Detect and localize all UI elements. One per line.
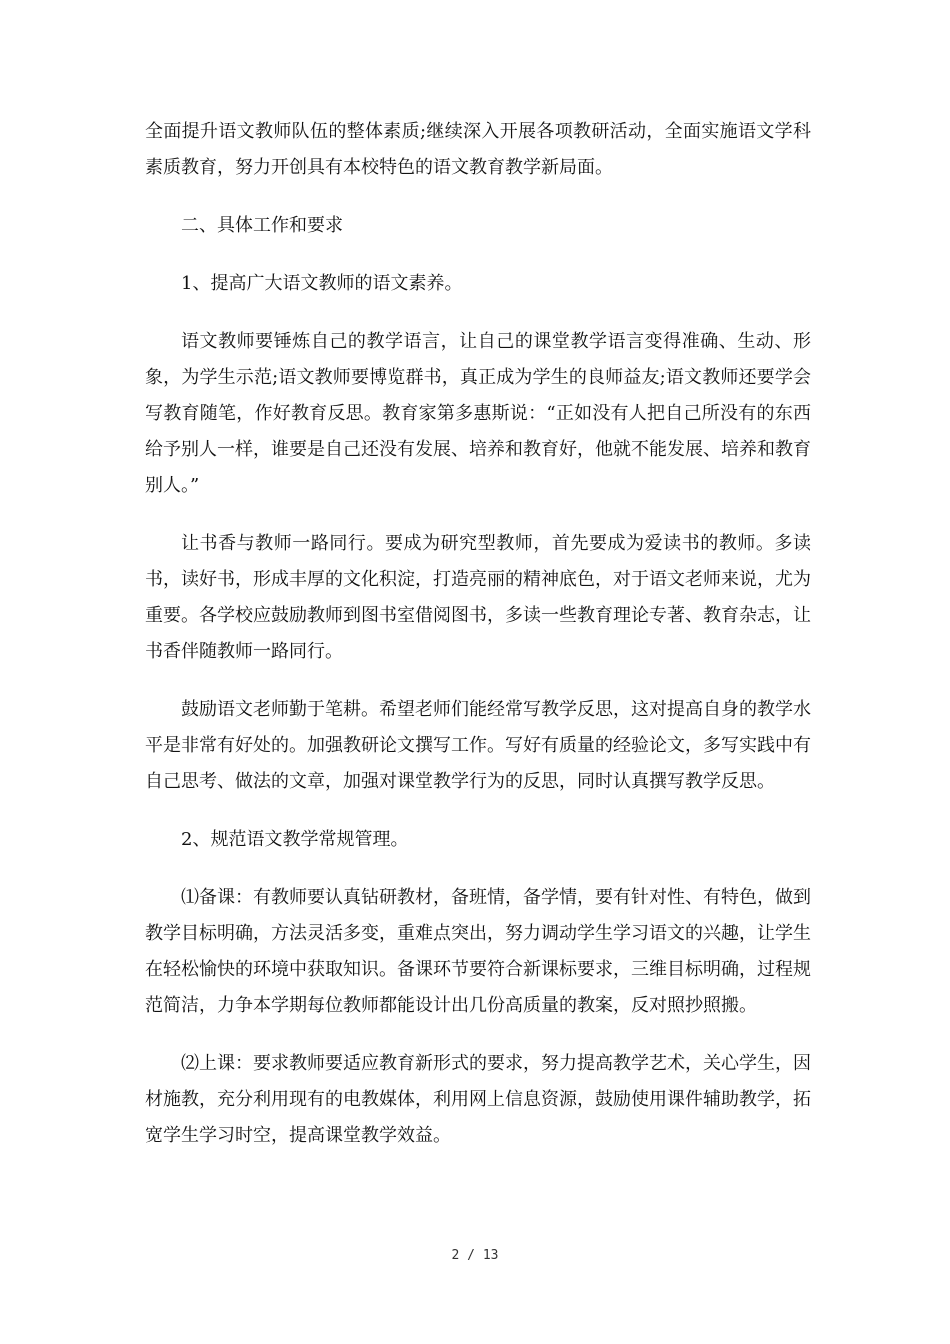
- paragraph-teaching-language: 语文教师要锤炼自己的教学语言，让自己的课堂教学语言变得准确、生动、形象，为学生示范;语文教师要博览群书，真正成为学生的良师益友;语文教师还要学会写教育随笔，作好教育反思。教育家第多惠斯说：“正如没有人把自己所没有的东西给予别人一样，谁要是自己还没有发展、培养和教育好，他就不能发展、培养和教育别人。”: [145, 331, 811, 496]
- paragraph-teaching-class: ⑵上课：要求教师要适应教育新形式的要求，努力提高教学艺术，关心学生，因材施教，充分利用现有的电教媒体，利用网上信息资源，鼓励使用课件辅助教学，拓宽学生学习时空，提高课堂教学效益。: [145, 1053, 811, 1146]
- paragraph-reading-books: 让书香与教师一路同行。要成为研究型教师，首先要成为爱读书的教师。多读书，读好书，形成丰厚的文化积淀，打造亮丽的精神底色，对于语文老师来说，尤为重要。各学校应鼓励教师到图书室借阅图书，多读一些教育理论专著、教育杂志，让书香伴随教师一路同行。: [145, 533, 811, 662]
- subheading-routine-management: 2、规范语文教学常规管理。: [181, 829, 409, 850]
- page-number: 2 / 13: [451, 1248, 499, 1263]
- subheading-improve-literacy: 1、提高广大语文教师的语文素养。: [181, 273, 463, 294]
- document-page: [145, 114, 811, 1154]
- paragraph-intro-continuation: 全面提升语文教师队伍的整体素质;继续深入开展各项教研活动，全面实施语文学科素质教育，努力开创具有本校特色的语文教育教学新局面。: [145, 121, 811, 178]
- paragraph-writing-reflection: 鼓励语文老师勤于笔耕。希望老师们能经常写教学反思，这对提高自身的教学水平是非常有好处的。加强教研论文撰写工作。写好有质量的经验论文，多写实践中有自己思考、做法的文章，加强对课堂教学行为的反思，同时认真撰写教学反思。: [145, 699, 811, 792]
- paragraph-lesson-preparation: ⑴备课：有教师要认真钻研教材，备班情，备学情，要有针对性、有特色，做到教学目标明确，方法灵活多变，重难点突出，努力调动学生学习语文的兴趣，让学生在轻松愉快的环境中获取知识。备课环节要符合新课标要求，三维目标明确，过程规范简洁，力争本学期每位教师都能设计出几份高质量的教案，反对照抄照搬。: [145, 887, 811, 1016]
- section-heading-specific-work: 二、具体工作和要求: [181, 215, 343, 236]
